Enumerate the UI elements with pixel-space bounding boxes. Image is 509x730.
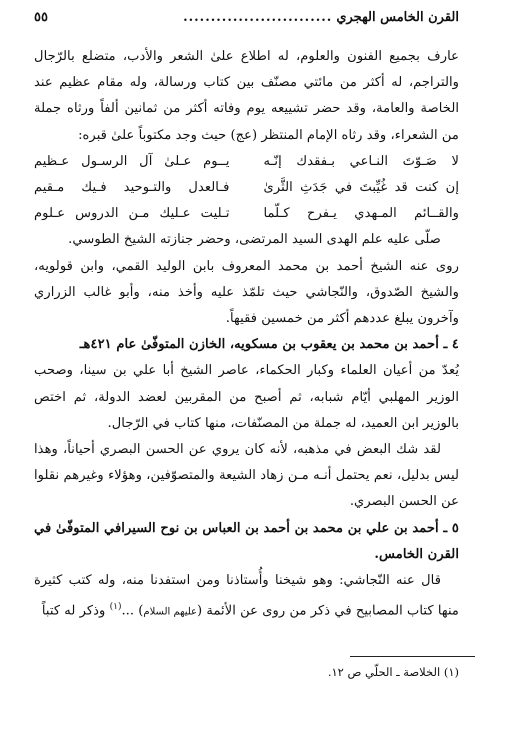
elegy-poem (34, 149, 459, 228)
poem-hemistich-first: إن كنت قد غُيِّبتَ في جَدَثِ الثَّرىٰ (263, 180, 459, 195)
poem-line (34, 149, 459, 175)
students-paragraph: روى عنه الشيخ أحمد بن محمد المعروف بابن الوليد القمي، وابن قولويه، والشيخ الصّدوق، والنّجاشي حيث تلمّذ عليه وأخذ منه، وأبو غالب الزراري وآخرون يبلغ عددهم أكثر من خمسين فقيهاً. (34, 258, 459, 326)
funeral-paragraph: صلّى عليه علم الهدى السيد المرتضى، وحضر جنازته الشيخ الطوسي. (68, 232, 441, 248)
poem-hemistich-first: لا صَـوّتَ النـاعي بـفقدك إنّـه (263, 153, 459, 169)
poem-line (34, 201, 459, 227)
poem-line (34, 175, 459, 201)
header-leader-dots: ........................... (183, 10, 333, 25)
entry-5-body (34, 568, 459, 626)
header-title: القرن الخامس الهجري (336, 10, 459, 25)
running-header (34, 10, 459, 25)
page-number: ٥٥ (34, 10, 48, 25)
entry-5-text-end: وذكر له كتباً (41, 603, 110, 619)
poem-hemistich-first: والقــائم المـهدي يـفرح كـلّما (263, 206, 459, 222)
footnote: (١) الخلاصة ـ الحلّي ص ١٢. (327, 665, 459, 679)
page-body (34, 44, 459, 626)
entry-5-title: ٥ ـ أحمد بن علي بن محمد بن أحمد بن العباس بن نوح السيرافي المتوفّىٰ في القرن الخامس. (34, 520, 459, 562)
poem-hemistich-second: يــوم عـلىٰ آل الرسـول عـظيم (34, 153, 230, 169)
entry-5-text-start: قال عنه النّجاشي: وهو شيخنا وأُستاذنا ومن استفدنا منه، وله كتب كثيرة منها كتاب المصابيح في ذكر من روى عن الأئمة ( (34, 573, 459, 619)
intro-paragraph: عارف بجميع الفنون والعلوم، له اطلاع علىٰ الشعر والأدب، متضلع بالرّجال والتراجم، له أكثر من مائتي مصنّف بين كتاب ورسالة، وله مقام عظيم عند الخاصة والعامة، وقد حضر تشييعه يوم وفاته أكثر من ثمانين ألفاً ورثاه جملة من الشعراء، وقد رثاه الإمام المنتظر (عج) حيث وجد مكتوباً علىٰ قبره: (34, 49, 459, 143)
footnote-divider (350, 656, 475, 657)
entry-5-text-mid: ) ... (121, 603, 144, 619)
poem-hemistich-second: تـليت عـليك مـن الدروس عـلوم (34, 206, 230, 222)
entry-4-body: يُعدّ من أعيان العلماء وكبار الحكماء، عاصر الشيخ أبا علي بن سينا، وصحب الوزير المهلبي أيّام شبابه، ثم أصبح من المقربين لعضد الدولة، ثم اختص بالوزير ابن العميد، له جملة من المصنّفات، منها كتاب في الرّجال. (34, 363, 459, 431)
poem-hemistich-second: فـالعدل والتـوحيد فـيك مـقيم (34, 180, 230, 195)
salutation-glyph: عليهم السلام (143, 606, 198, 618)
footnote-reference: (١) (109, 602, 122, 613)
entry-4-doubt: لقد شك البعض في مذهبه، لأنه كان يروي عن الحسن البصري أحياناً، وهذا ليس بدليل، نعم يحتمل أنـه مـن زهاد الشيعة والمتصوّفين، وهؤلاء وغيرهم نقلوا عن الحسن البصري. (34, 442, 459, 510)
entry-4-title: ٤ ـ أحمد بن محمد بن يعقوب بن مسكويه، الخازن المتوفّىٰ عام ٤٢١هـ (79, 337, 459, 353)
